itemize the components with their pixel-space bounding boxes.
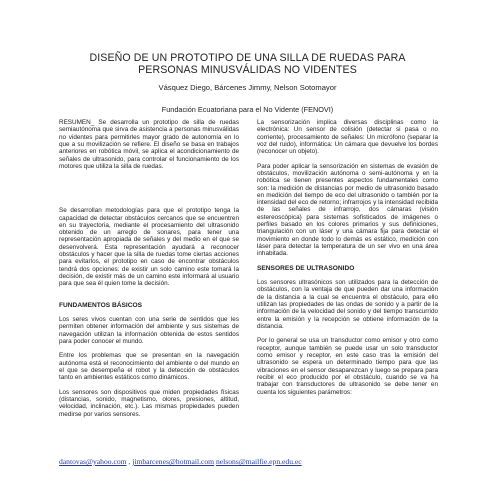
body-paragraph: Los seres vivos cuentan con una serie de sentidos que les permiten obtener información del ambiente y sus sistemas de navegación utilizan la información obtenida de estos sentidos para poder conocer el mundo. <box>59 316 239 346</box>
affiliation: Fundación Ecuatoriana para el No Vidente (FENOVI) <box>161 105 334 114</box>
footer-emails <box>59 457 439 466</box>
section-heading-fundamentos: FUNDAMENTOS BÁSICOS <box>59 301 143 309</box>
body-paragraph: Entre los problemas que se presentan en la navegación autónoma está el reconocimiento del ambiente o del mundo en el que se desempeña el robot y la detección de obstáculos tanto en ambientes estáticos como dinámicos. <box>59 352 239 382</box>
authors: Vásquez Diego, Bárcenes Jimmy, Nelson Sotomayor <box>158 83 337 92</box>
body-paragraph: Los sensores son dispositivos que miden propiedades físicas (distancias, sonido, magnetismo, olores, presiones, altitud, velocidad, inclinación, etc.). Las mismas propiedades pueden medirse por varios sensores. <box>59 388 239 418</box>
body-paragraph: Por lo general se usa un transductor como emisor y otro como receptor, aunque también se puede usar un solo transductor como emisor y receptor, en este caso tras la emisión del ultrasonido se espera un determinado tiempo para que las vibraciones en el sensor desaparezcan y luego se prepara para recibir el eco producido por el obstáculo, cuando se va ha trabajar con transductores de ultrasonido se debe tener en cuenta los siguientes parámetros: <box>257 337 438 396</box>
abstract-paragraph: RESUMEN_ Se desarrolla un prototipo de silla de ruedas semiautónoma que sirva de asistencia a personas minusválidas no videntes para permitirles mayor grado de autonomía en lo que a su movilización se refiere. El diseño se basa en trabajos anteriores en robótica móvil, se aplica el acondicionamiento de señales de ultrasonido, para controlar el funcionamiento de los motores que utiliza la silla de ruedas. <box>59 119 239 170</box>
section-heading-sensores: SENSORES DE ULTRASONIDO <box>257 264 355 272</box>
email-link-vasquez[interactable]: dantovas@yahoo.com <box>59 457 127 466</box>
body-paragraph: Para poder aplicar la sensorización en sistemas de evasión de obstáculos, movilización autónoma o semi-autónoma y en la robótica se tienen presentes aspectos fundamentales como son: la medición de distancias por medio de ultrasonido basado en medición del tiempo de eco del ultrasonido o también por la intensidad del eco de retorno; infrarrojos y la intensidad recibida de las señales de infrarrojo, dos cámaras (visión estereoscópica) para sistemas sofisticados de imágenes o perfiles basado en los colores primarios y sus definiciones, triangulación con un láser y una cámara fija para detectar el movimiento en donde todo lo demás es estático, medición con láser para detectar la temperatura de un ser vivo en una área inhabitada. <box>257 162 438 258</box>
right-column <box>257 119 438 396</box>
methodology-paragraph: Se desarrollan metodologías para que el prototipo tenga la capacidad de detectar obstáculos cercanos que se encuentren en su trayectoria, mediante el procesamiento del ultrasonido obtenido de un arreglo de sonares, para tener una representación apropiada de señales y del medio en el que se desenvolverá. Esta representación ayudará a reconocer obstáculos y hacer que la silla de ruedas tome ciertas acciones para evitarlos, el prototipo en caso de encontrar obstáculos tendrá dos opciones: de existir un solo camino este tomará la decisión, de existir más de un camino este informará al usuario para que sea él quien tome la decisión. <box>59 207 239 288</box>
body-paragraph: La sensorización implica diversas disciplinas como la electrónica: Un sensor de colisión (detectar si pasa o no corriente), procesamiento de señales: Un micrófono (separar la voz del ruido), informática: Un cámara que devuelve los bordes (reconocer un objeto). <box>257 119 438 156</box>
separator: , <box>126 457 133 466</box>
paper-title: DISEÑO DE UN PROTOTIPO DE UNA SILLA DE RUEDAS PARA PERSONAS MINUSVÁLIDAS NO VIDENTES <box>89 52 406 76</box>
body-paragraph: Los sensores ultrasónicos son utilizados para la detección de obstáculos, con la ventaja de que pueden dar una información de la distancia a la cual se encuentra el obstáculo, para ello utilizan las propiedades de las ondas de sonido y a partir de la información de la velocidad del sonido y del tiempo transcurrido entre la emisión y la recepción se obtiene información de la distancia. <box>257 279 438 330</box>
email-link-barcenes[interactable]: jimbarcenes@hotmail.com <box>132 457 215 466</box>
left-column <box>59 119 239 418</box>
email-link-sotomayor[interactable]: nelsons@mailfie.epn.edu.ec <box>216 457 302 466</box>
